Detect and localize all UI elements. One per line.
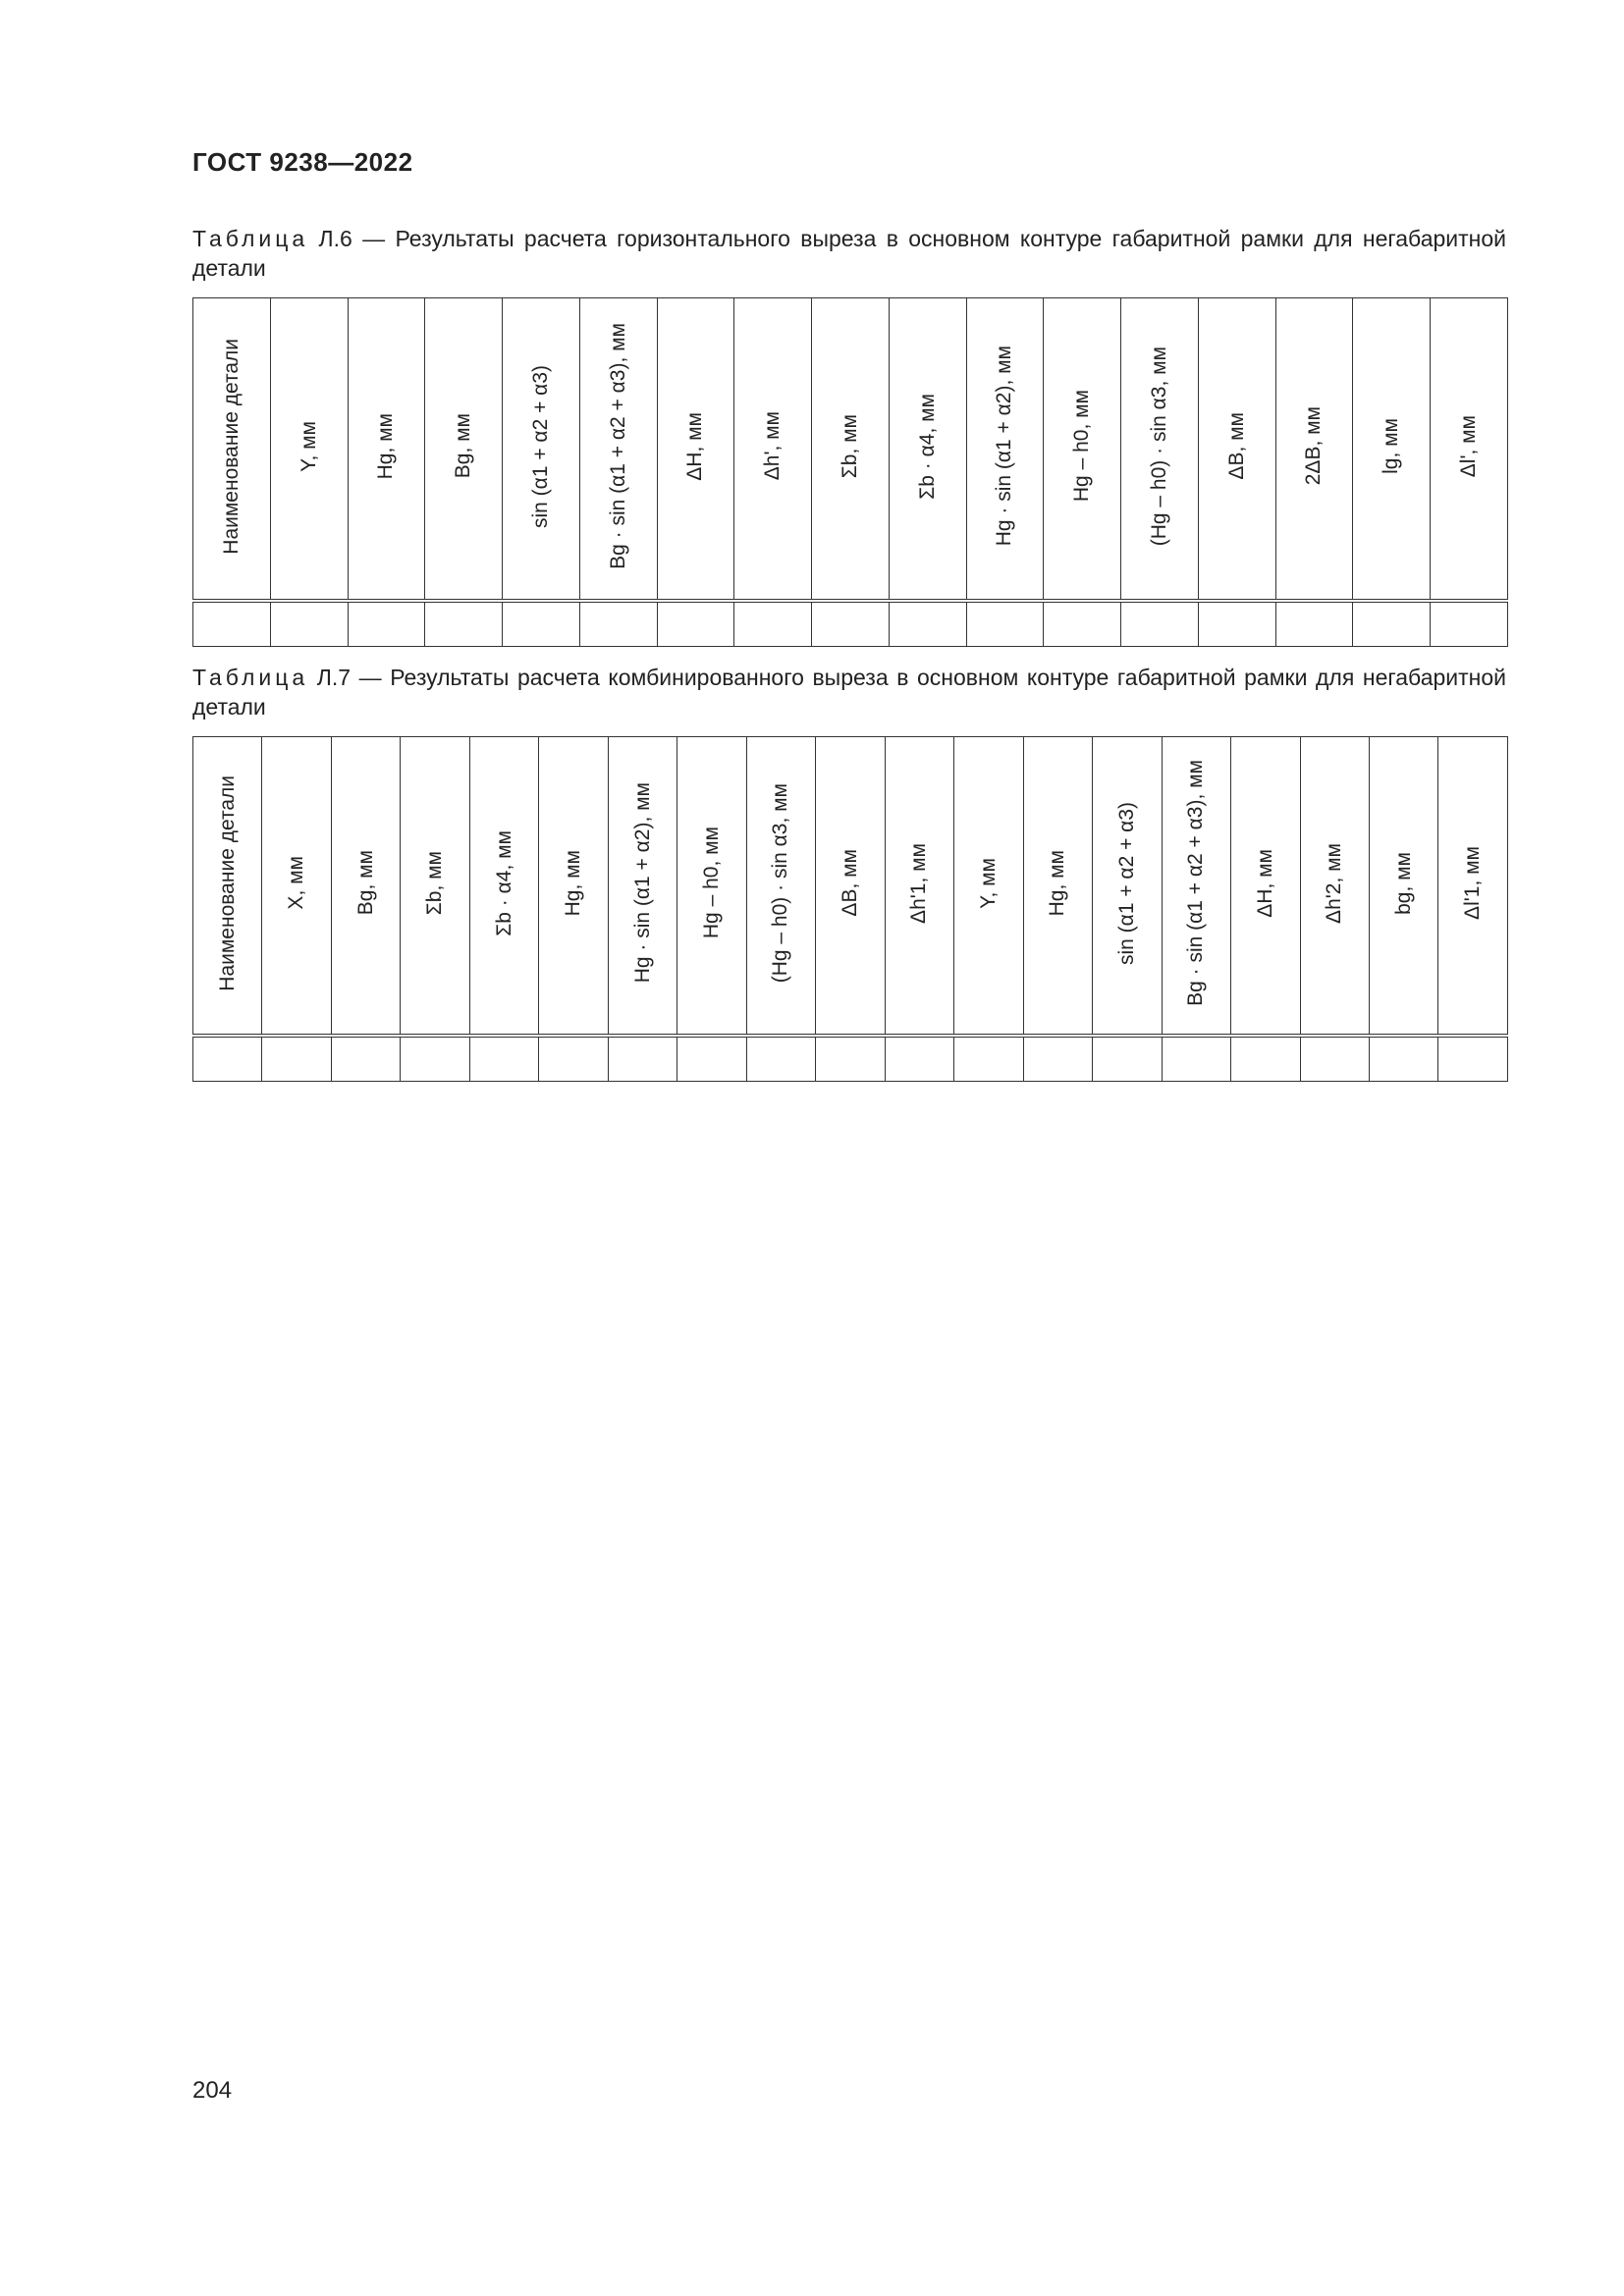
column-header: [401, 737, 469, 1037]
column-header-label: ΔB, мм: [838, 849, 861, 917]
column-header-label: Наименование детали: [219, 338, 243, 555]
column-header: [885, 737, 953, 1037]
column-header: [193, 737, 262, 1037]
table-cell: [1431, 601, 1508, 647]
column-header: [812, 298, 890, 602]
table-caption-l6: [192, 224, 1506, 283]
column-header: [746, 737, 815, 1037]
column-header: [539, 737, 608, 1037]
table-cell: [262, 1036, 331, 1082]
column-header-label: Σb, мм: [423, 850, 447, 916]
table-cell: [1023, 1036, 1092, 1082]
table-cell: [539, 1036, 608, 1082]
column-header: [425, 298, 503, 602]
table-cell: [1044, 601, 1121, 647]
table-cell: [1438, 1036, 1508, 1082]
table-cell: [401, 1036, 469, 1082]
column-header-label: X, мм: [285, 856, 308, 910]
column-header-label: Σb · α4, мм: [915, 393, 939, 500]
column-header-label: Y, мм: [297, 420, 320, 472]
column-header-label: lg, мм: [1380, 418, 1403, 474]
column-header: [1369, 737, 1437, 1037]
table-cell: [1093, 1036, 1162, 1082]
table-cell: [677, 1036, 746, 1082]
table-cell: [966, 601, 1044, 647]
table-row: [193, 601, 1508, 647]
table-cell: [816, 1036, 885, 1082]
table-caption-text: Л.7 — Результаты расчета комбинированного выреза в основном контуре габаритной рамки для негабаритной детали: [192, 665, 1507, 720]
page-number: 204: [192, 2077, 233, 2104]
column-header: [608, 737, 677, 1037]
column-header-label: Наименование детали: [215, 774, 239, 991]
table-cell: [1121, 601, 1199, 647]
column-header: [1044, 298, 1121, 602]
column-header-label: Hg · sin (α1 + α2), мм: [630, 782, 654, 984]
table-caption-l7: [192, 663, 1506, 721]
column-header-label: Δh'1, мм: [907, 842, 931, 924]
column-header: [734, 298, 812, 602]
table-cell: [193, 1036, 262, 1082]
table-cell: [1198, 601, 1275, 647]
table-header-row: [193, 737, 1508, 1037]
table-cell: [746, 1036, 815, 1082]
column-header-label: Bg · sin (α1 + α2 + α3), мм: [606, 323, 629, 569]
column-header-label: ΔH, мм: [1253, 848, 1276, 918]
table-cell: [1353, 601, 1431, 647]
document-header: ГОСТ 9238—2022: [192, 147, 413, 177]
column-header: [579, 298, 657, 602]
table-cell: [1275, 601, 1353, 647]
column-header: [1198, 298, 1275, 602]
column-header: [1231, 737, 1300, 1037]
column-header-label: sin (α1 + α2 + α3): [528, 364, 552, 528]
column-header: [1275, 298, 1353, 602]
column-header-label: ΔB, мм: [1224, 412, 1248, 480]
column-header: [1093, 737, 1162, 1037]
table-cell: [889, 601, 966, 647]
column-header-label: Hg, мм: [562, 849, 585, 917]
column-header: [677, 737, 746, 1037]
column-header-label: Hg – h0, мм: [700, 827, 724, 939]
table-label: Таблица: [192, 665, 309, 690]
column-header: [954, 737, 1023, 1037]
column-header: [348, 298, 425, 602]
table-cell: [1369, 1036, 1437, 1082]
column-header-label: (Hg – h0) · sin α3, мм: [1147, 346, 1170, 547]
column-header: [503, 298, 580, 602]
column-header-label: Σb, мм: [838, 413, 861, 479]
table-cell: [1300, 1036, 1369, 1082]
table-cell: [270, 601, 348, 647]
table-cell: [469, 1036, 538, 1082]
column-header: [966, 298, 1044, 602]
column-header: [193, 298, 271, 602]
column-header-label: Bg, мм: [452, 413, 475, 479]
column-header-label: sin (α1 + α2 + α3): [1114, 801, 1138, 965]
table-cell: [425, 601, 503, 647]
table-cell: [657, 601, 734, 647]
column-header-label: Hg, мм: [374, 412, 398, 480]
table-cell: [579, 601, 657, 647]
column-header-label: (Hg – h0) · sin α3, мм: [769, 782, 792, 984]
column-header: [1438, 737, 1508, 1037]
column-header-label: bg, мм: [1391, 851, 1415, 915]
table-l6: [192, 297, 1508, 647]
column-header-label: Σb · α4, мм: [492, 829, 515, 936]
column-header: [1162, 737, 1230, 1037]
table-cell: [193, 601, 271, 647]
column-header: [1431, 298, 1508, 602]
column-header-label: Δl'1, мм: [1461, 846, 1485, 920]
column-header: [657, 298, 734, 602]
column-header: [1353, 298, 1431, 602]
table-cell: [885, 1036, 953, 1082]
table-cell: [812, 601, 890, 647]
table-cell: [1231, 1036, 1300, 1082]
column-header: [270, 298, 348, 602]
column-header-label: Hg · sin (α1 + α2), мм: [993, 346, 1016, 547]
column-header: [889, 298, 966, 602]
column-header-label: Y, мм: [976, 857, 1000, 909]
table-cell: [608, 1036, 677, 1082]
column-header: [1121, 298, 1199, 602]
table-cell: [734, 601, 812, 647]
column-header: [816, 737, 885, 1037]
table-l7: [192, 736, 1508, 1082]
column-header-label: Hg – h0, мм: [1070, 390, 1094, 503]
table-caption-text: Л.6 — Результаты расчета горизонтального выреза в основном контуре габаритной рамки для негабаритной детали: [192, 226, 1507, 281]
column-header-label: ΔH, мм: [683, 411, 707, 481]
column-header: [1300, 737, 1369, 1037]
column-header-label: Bg · sin (α1 + α2 + α3), мм: [1184, 760, 1208, 1006]
column-header: [262, 737, 331, 1037]
table-cell: [503, 601, 580, 647]
column-header-label: 2ΔB, мм: [1302, 406, 1326, 486]
column-header-label: Hg, мм: [1046, 849, 1069, 917]
column-header: [331, 737, 400, 1037]
table-cell: [1162, 1036, 1230, 1082]
column-header-label: Δh', мм: [761, 411, 785, 481]
column-header: [1023, 737, 1092, 1037]
table-row: [193, 1036, 1508, 1082]
column-header-label: Δl', мм: [1457, 414, 1480, 478]
table-cell: [331, 1036, 400, 1082]
table-header-row: [193, 298, 1508, 602]
column-header: [469, 737, 538, 1037]
column-header-label: Δh'2, мм: [1323, 842, 1346, 924]
table-cell: [954, 1036, 1023, 1082]
table-cell: [348, 601, 425, 647]
column-header-label: Bg, мм: [353, 850, 377, 916]
table-label: Таблица: [192, 226, 309, 251]
